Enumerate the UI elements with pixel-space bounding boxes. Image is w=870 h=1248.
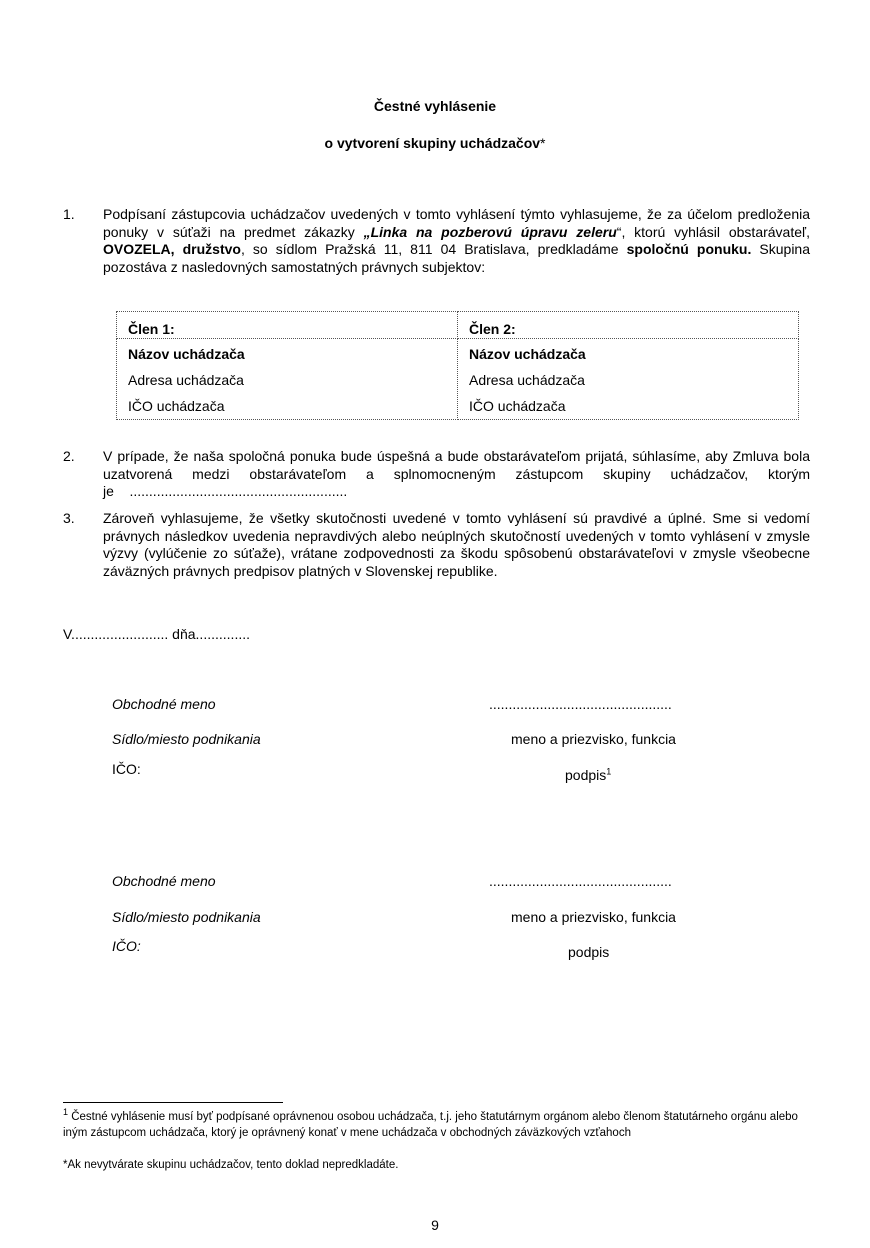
seat-label: Sídlo/miesto podnikania bbox=[112, 909, 261, 925]
member-2-ico: IČO uchádzača bbox=[469, 398, 566, 414]
member-2-details bbox=[458, 339, 799, 420]
footnote-1: $^1$ Čestné vyhlásenie musí byť podpísané oprávnenou osobou uchádzača, t.j. jeho štatutárnym orgánom alebo členom štatutárneho orgánu alebo iným zástupcom uchádzača, ktorý je oprávnený konať v mene uchádzača v obchodných záväzkových vzťahoch bbox=[63, 1107, 798, 1139]
joint-offer: spoločnú ponuku. bbox=[626, 241, 752, 257]
members-table bbox=[116, 311, 799, 420]
member-1-name: Názov uchádzača bbox=[128, 346, 245, 362]
signature-line: ............................................... bbox=[489, 873, 672, 889]
member-2-address: Adresa uchádzača bbox=[469, 372, 585, 388]
signature-label: podpis$^1$ bbox=[565, 766, 612, 783]
member-1-address: Adresa uchádzača bbox=[128, 372, 244, 388]
item-paragraph-1: Podpísaní zástupcovia uchádzačov uvedených v tomto vyhlásení týmto vyhlasujeme, že za účelom predloženia ponuky v súťaži na predmet zákazky „Linka na pozberovú úpravu zeleru“, ktorú vyhlásil obstarávateľ, OVOZELA, družstvo, so sídlom Pražská 11, 811 04 Bratislava, predkladáme spoločnú ponuku. Skupina pozostáva z nasledovných samostatných právnych subjektov: bbox=[103, 206, 810, 275]
footnote-ref: 1 bbox=[606, 766, 612, 777]
table-row bbox=[117, 312, 799, 339]
contract-subject: Linka na pozberovú úpravu zeleru bbox=[370, 223, 617, 240]
table-row bbox=[117, 339, 799, 420]
name-function-label: meno a priezvisko, funkcia bbox=[511, 731, 676, 747]
item-number-1: 1. bbox=[63, 206, 75, 222]
member-1-details bbox=[117, 339, 458, 420]
member-2-name: Názov uchádzača bbox=[469, 346, 586, 362]
document-subtitle: o vytvorení skupiny uchádzačov* bbox=[324, 135, 546, 151]
name-function-label: meno a priezvisko, funkcia bbox=[511, 909, 676, 925]
quote-close: “ bbox=[616, 223, 622, 240]
seat-label: Sídlo/miesto podnikania bbox=[112, 731, 261, 747]
footnote-separator bbox=[63, 1102, 283, 1103]
item-paragraph-2: V prípade, že naša spoločná ponuka bude úspešná a bude obstarávateľom prijatá, súhlasíme, aby Zmluva bola uzatvorená medzi obstarávateľom a splnomocneným zástupcom skupiny uchádzačov, ktorým je ........................................................ bbox=[103, 448, 810, 499]
place-date-line: V......................... dňa.............. bbox=[63, 626, 250, 642]
member-2-header: Člen 2: bbox=[458, 312, 799, 339]
ico-label: IČO: bbox=[112, 938, 141, 954]
member-1-header: Člen 1: bbox=[117, 312, 458, 339]
item-number-3: 3. bbox=[63, 510, 75, 526]
item-number-2: 2. bbox=[63, 448, 75, 464]
contracting-authority: OVOZELA, družstvo bbox=[103, 241, 241, 257]
document-title: Čestné vyhlásenie bbox=[373, 98, 497, 114]
footnote-asterisk: *Ak nevytvárate skupinu uchádzačov, tento doklad nepredkladáte. bbox=[63, 1159, 399, 1171]
member-1-ico: IČO uchádzača bbox=[128, 398, 225, 414]
signature-label: podpis bbox=[568, 944, 610, 960]
signature-line: ............................................... bbox=[489, 696, 672, 712]
company-name-label: Obchodné meno bbox=[112, 873, 216, 889]
footnote-mark: 1 bbox=[63, 1107, 69, 1118]
quote-open: „ bbox=[363, 223, 371, 240]
representative-blank: ........................................................ bbox=[129, 483, 348, 499]
ico-label: IČO: bbox=[112, 761, 141, 777]
asterisk-mark: * bbox=[540, 135, 546, 151]
item-paragraph-3: Zároveň vyhlasujeme, že všetky skutočnosti uvedené v tomto vyhlásení sú pravdivé a úplné. Sme si vedomí právnych následkov uvedenia nepravdivých alebo neúplných skutočností uvedených v tomto vyhlásení v zmysle výzvy (vylúčenie zo súťaže), vrátane zodpovednosti za škodu spôsobenú obstarávateľovi v zmysle všeobecne záväzných právnych predpisov platných v Slovenskej republike. bbox=[103, 510, 810, 579]
company-name-label: Obchodné meno bbox=[112, 696, 216, 712]
page-number: 9 bbox=[431, 1217, 439, 1233]
